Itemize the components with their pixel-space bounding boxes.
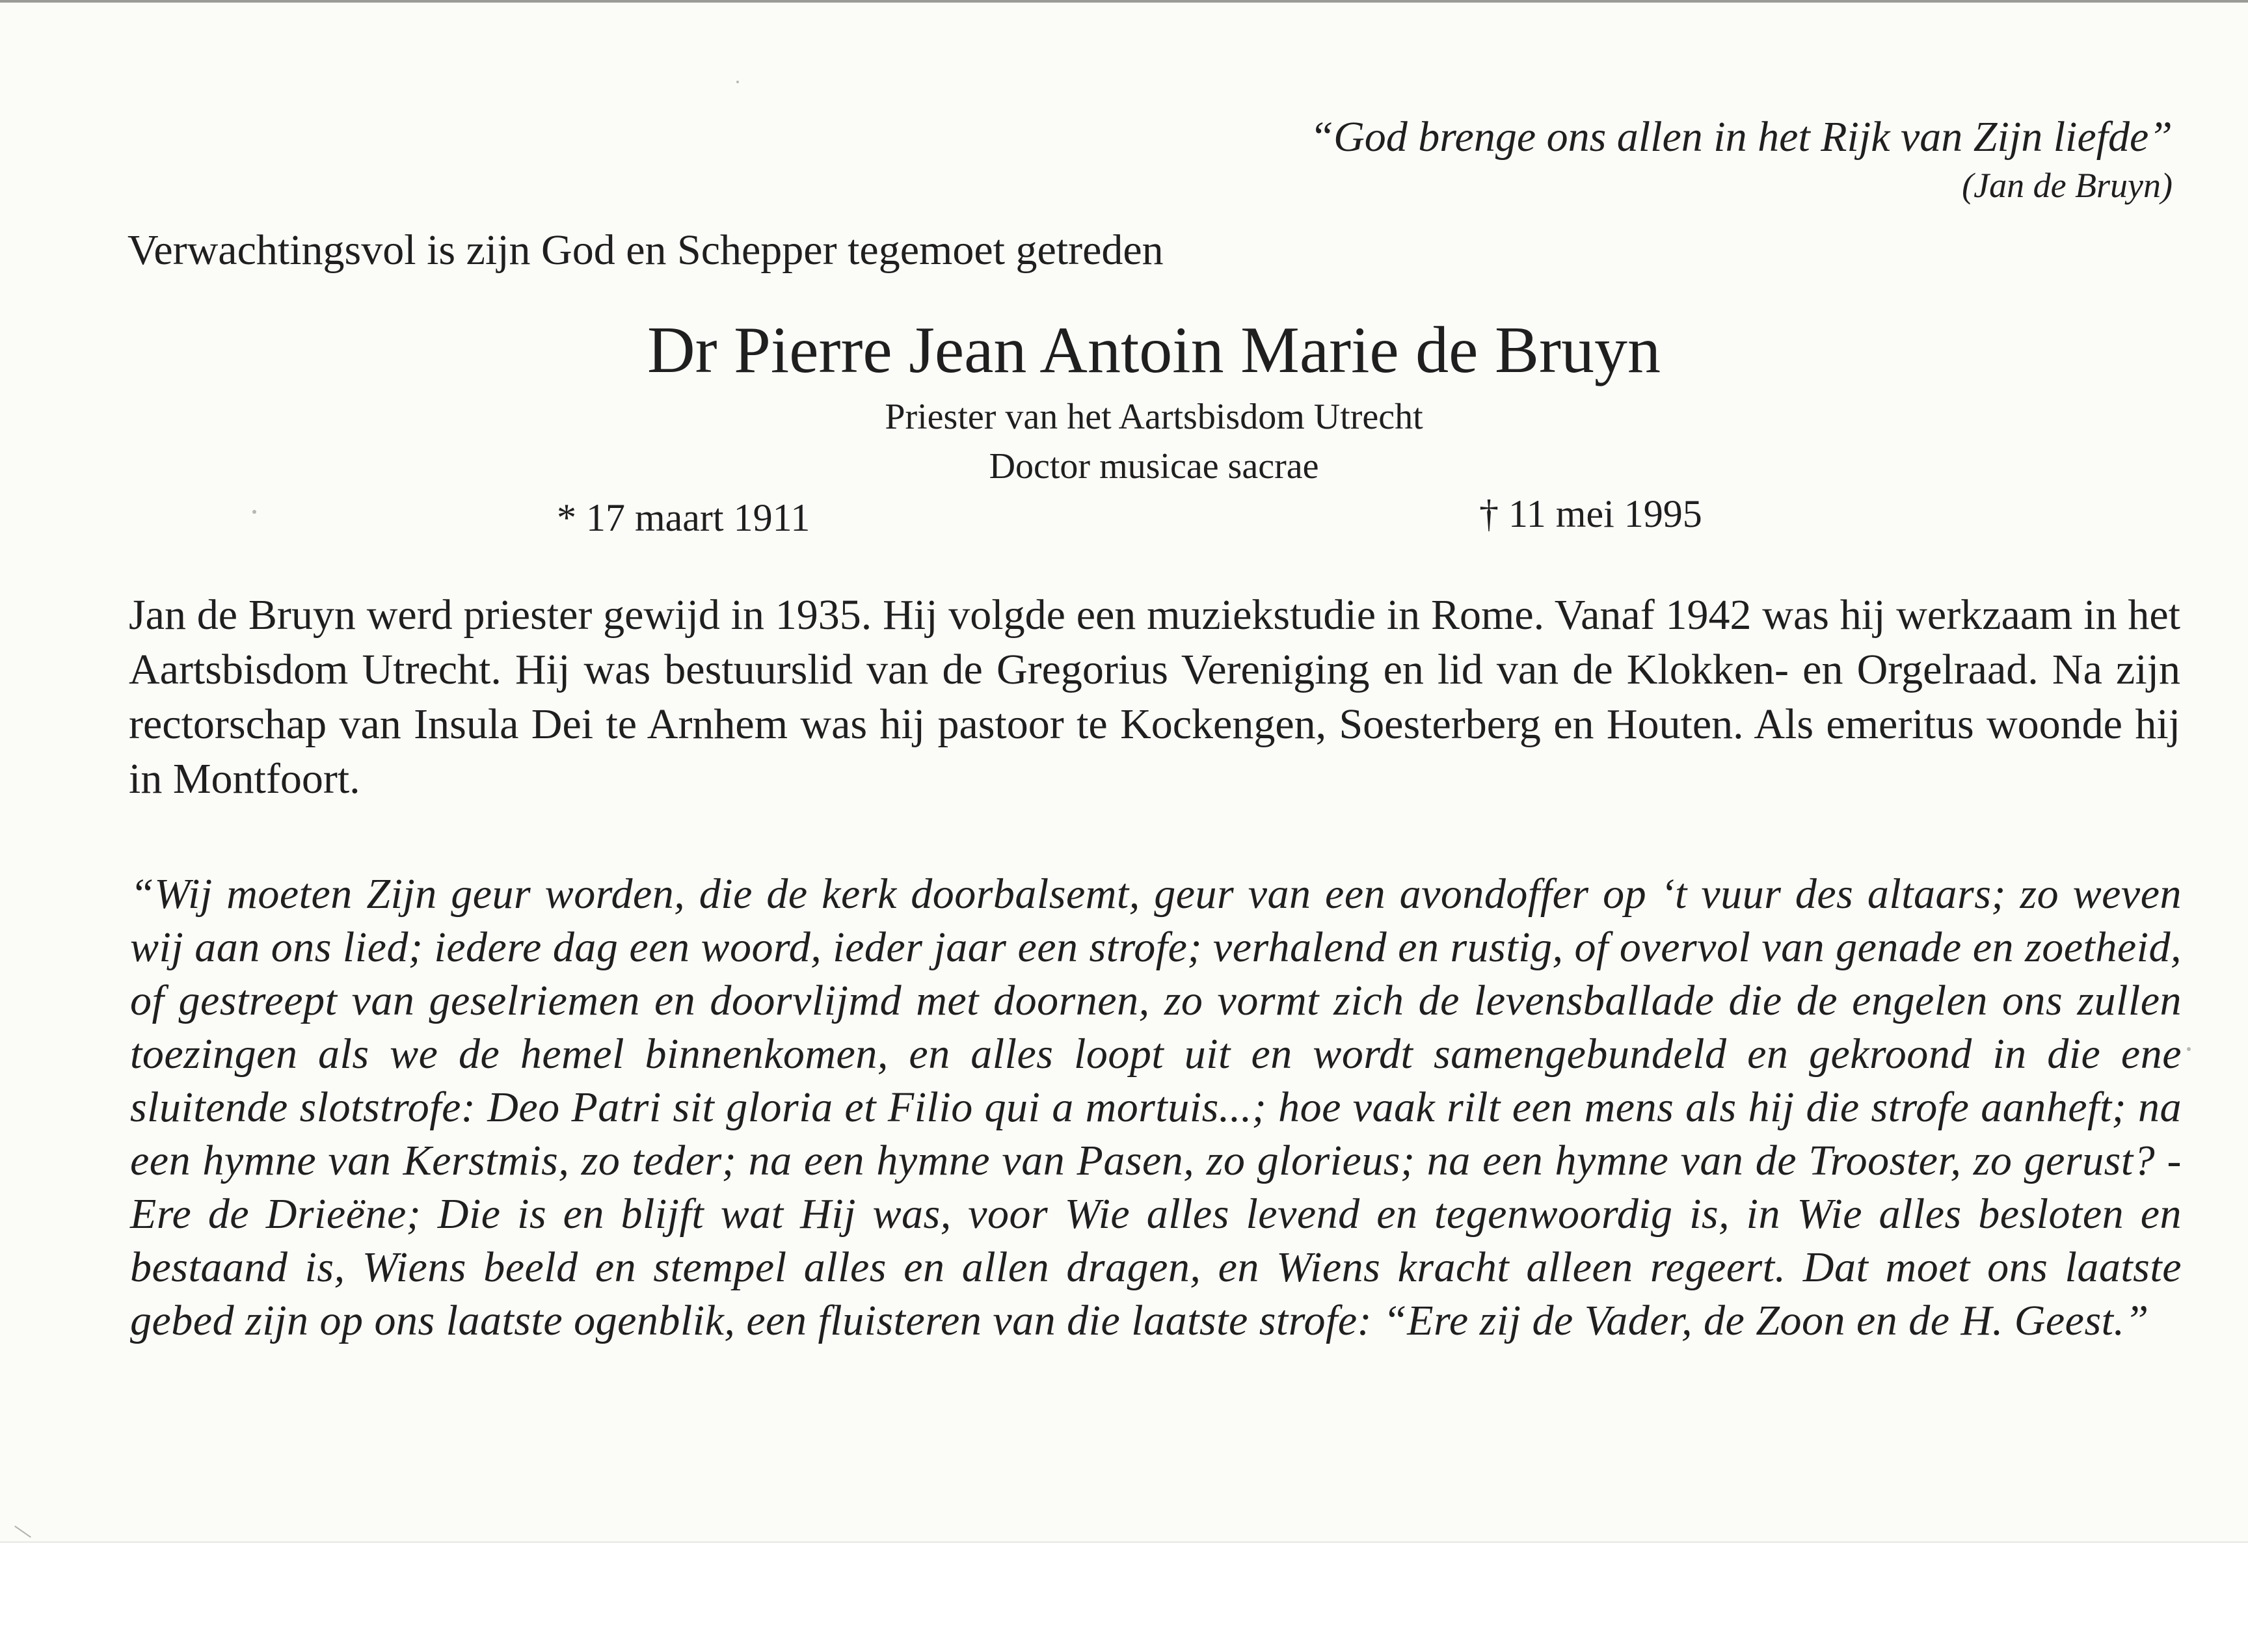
birth-date: * 17 maart 1911	[557, 496, 810, 539]
biography-paragraph: Jan de Bruyn werd priester gewijd in 1935. Hij volgde een muziekstudie in Rome. Vanaf 1942 was hij werkzaam in het Aartsbisdom Utrecht. Hij was bestuurslid van de Gregorius Vereniging en lid van de Klokken- en Orgelraad. Na zijn rectorschap van Insula Dei te Arnhem was hij pastoor te Kockengen, Soesterberg en Houten. Als emeritus woonde hij in Montfoort.	[129, 591, 2180, 803]
scan-edge-mark	[14, 1526, 31, 1538]
dust-speck	[2187, 1047, 2191, 1051]
death-date: † 11 mei 1995	[1479, 492, 1702, 535]
motto-author: (Jan de Bruyn)	[1962, 166, 2173, 205]
motto-block	[1309, 112, 2173, 208]
role-doctor: Doctor musicae sacrae	[989, 446, 1319, 486]
deceased-name: Dr Pierre Jean Antoin Marie de Bruyn	[647, 313, 1661, 387]
dust-speck	[736, 81, 739, 83]
closing-quote-paragraph: “Wij moeten Zijn geur worden, die de kerk doorbalsemt, geur van een avondoffer op ‘t vuur des altaars; zo weven wij aan ons lied; iedere dag een woord, ieder jaar een strofe; verhalend en rustig, of overvol van genade en zoetheid, of gestreept van geselriemen en doorvlijmd met doornen, zo vormt zich de levensballade die de engelen ons zullen toezingen als we de hemel binnenkomen, en alles loopt uit en wordt samengebundeld en gekroond in die ene sluitende slotstrofe: Deo Patri sit gloria et Filio qui a mortuis...; hoe vaak rilt een mens als hij die strofe aanheft; na een hymne van Kerstmis, zo teder; na een hymne van Pasen, zo glorieus; na een hymne van de Trooster, zo gerust? - Ere de Drieëne; Die is en blijft wat Hij was, voor Wie alles levend en tegenwoordig is, in Wie alles besloten en bestaand is, Wiens beeld en stempel alles en allen dragen, en Wiens kracht alleen regeert. Dat moet ons laatste gebed zijn op ons laatste ogenblik, een fluisteren van die laatste strofe: “Ere zij de Vader, de Zoon en de H. Geest.”	[130, 870, 2182, 1344]
intro-line: Verwachtingsvol is zijn God en Schepper tegemoet getreden	[127, 226, 1164, 274]
motto-quote: “God brenge ons allen in het Rijk van Zijn liefde”	[1309, 113, 2173, 161]
role-priest: Priester van het Aartsbisdom Utrecht	[885, 397, 1423, 437]
dust-speck	[252, 510, 256, 514]
